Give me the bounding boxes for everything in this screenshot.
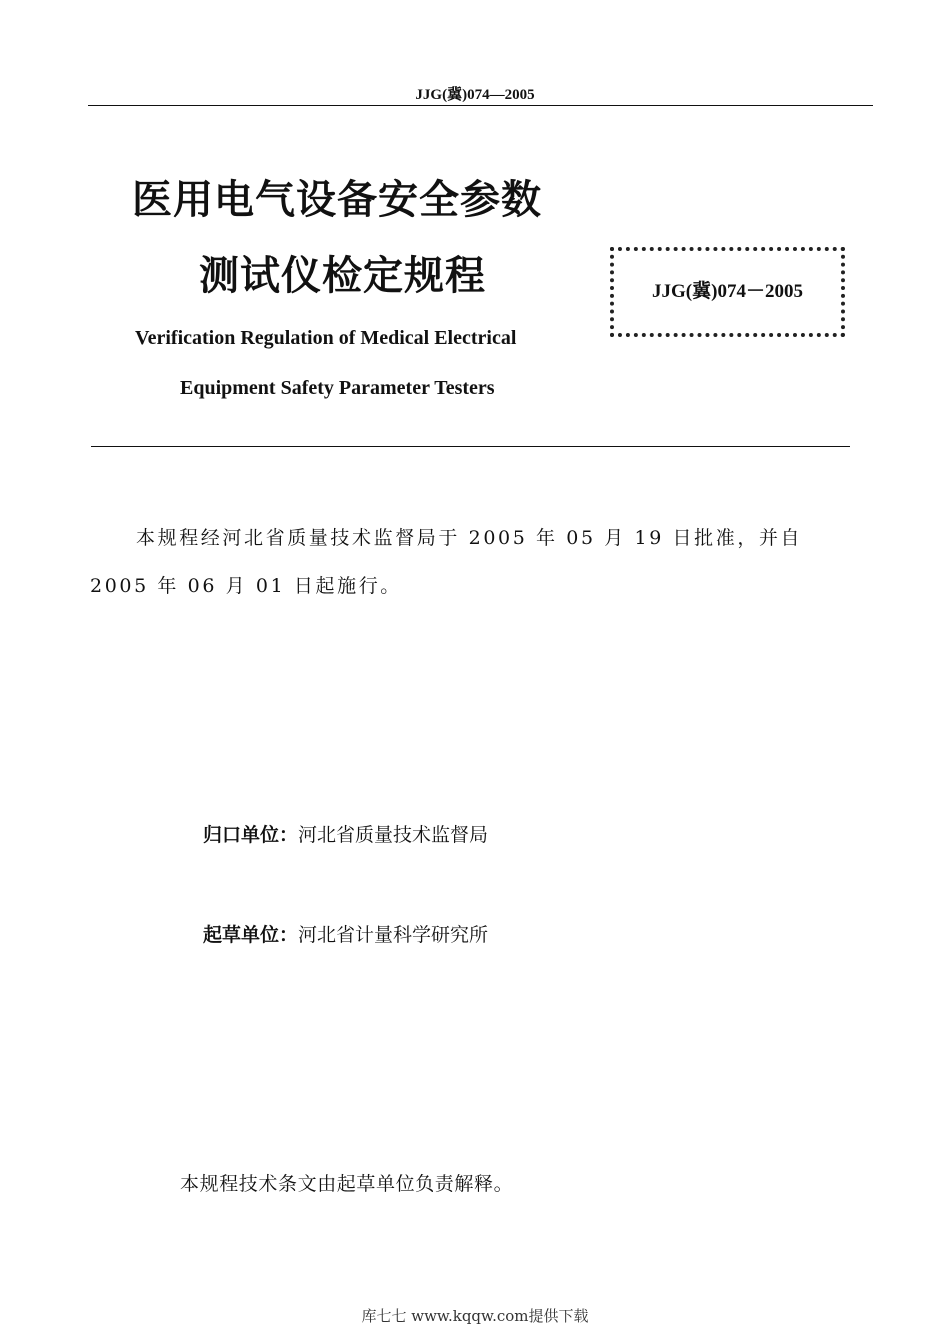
title-en-line2: Equipment Safety Parameter Testers [180,377,495,399]
title-cn-line1: 医用电气设备安全参数 [132,177,542,223]
approval-text-line2: 2005 年 06 月 01 日起施行。 [90,575,402,597]
download-footer: 库七七 www.kqqw.com提供下载 [361,1307,589,1325]
interpretation-note: 本规程技术条文由起草单位负责解释。 [180,1173,514,1195]
responsible-unit-value: 河北省质量技术监督局 [298,824,489,846]
drafting-unit-label: 起草单位： [203,924,299,946]
responsible-unit-row [203,823,488,847]
title-cn-line2: 测试仪检定规程 [199,253,486,299]
header-rule [88,105,873,106]
header-standard-code: JJG(冀)074—2005 [415,87,535,103]
approval-text-line1: 本规程经河北省质量技术监督局于 2005 年 05 月 19 日批准，并自 [136,527,803,549]
responsible-unit-label: 归口单位： [203,824,299,846]
drafting-unit-value: 河北省计量科学研究所 [298,924,489,946]
title-divider [91,446,850,447]
stamp-code-text: JJG(冀)074－2005 [652,281,803,302]
drafting-unit-row [203,923,488,947]
title-en-line1: Verification Regulation of Medical Electrical [135,327,517,349]
standard-code-stamp [610,247,845,337]
